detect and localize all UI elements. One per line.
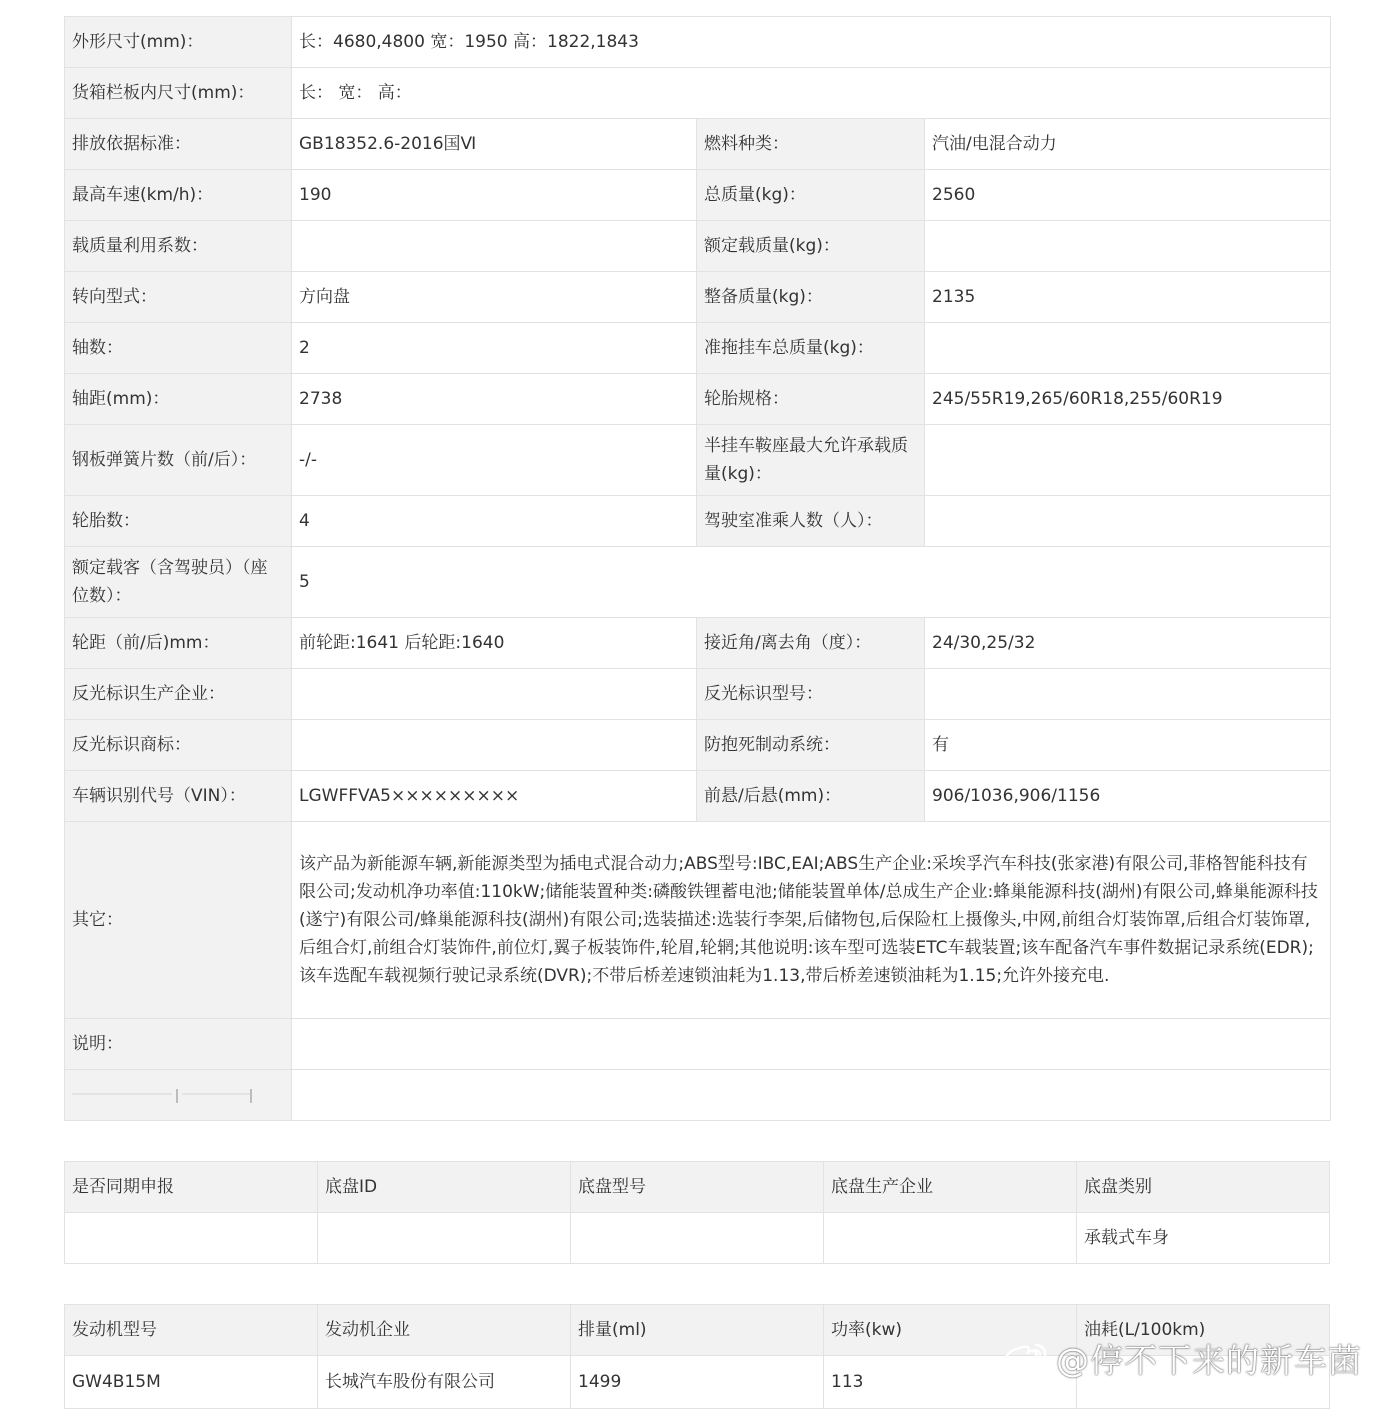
- rated-load-value: [925, 221, 1331, 272]
- curb-mass-value: 2135: [925, 272, 1331, 323]
- leaf-springs-label: 钢板弹簧片数（前/后）：: [65, 425, 292, 496]
- redacted-text: [72, 1085, 252, 1105]
- total-mass-label: 总质量(kg)：: [697, 170, 925, 221]
- table-cell: 长城汽车股份有限公司: [318, 1356, 571, 1409]
- weibo-logo-icon: [1000, 1338, 1050, 1378]
- max-speed-label: 最高车速(km/h)：: [65, 170, 292, 221]
- other-label: 其它：: [65, 822, 292, 1019]
- table-cell: [571, 1213, 824, 1264]
- table-cell: 1499: [571, 1356, 824, 1409]
- column-header: 发动机型号: [65, 1305, 318, 1356]
- abs-value: 有: [925, 720, 1331, 771]
- table-cell: [824, 1213, 1077, 1264]
- table-cell: 承载式车身: [1077, 1213, 1330, 1264]
- spec-row: [65, 68, 1331, 119]
- steering-label: 转向型式：: [65, 272, 292, 323]
- leaf-springs-value: -/-: [292, 425, 697, 496]
- overall-size-label: 外形尺寸(mm)：: [65, 17, 292, 68]
- column-header: 底盘型号: [571, 1162, 824, 1213]
- reflect-brand-label: 反光标识商标：: [65, 720, 292, 771]
- column-header: 功率(kw): [824, 1305, 1077, 1356]
- spec-row: [65, 822, 1331, 1019]
- emission-std-label: 排放依据标准：: [65, 119, 292, 170]
- tire-count-value: 4: [292, 496, 697, 547]
- spec-row: [65, 221, 1331, 272]
- spec-row: [65, 771, 1331, 822]
- spec-row: [65, 496, 1331, 547]
- spec-row: [65, 1070, 1331, 1121]
- axles-label: 轴数：: [65, 323, 292, 374]
- cargo-size-label: 货箱栏板内尺寸(mm)：: [65, 68, 292, 119]
- remark-value: [292, 1019, 1331, 1070]
- abs-label: 防抱死制动系统：: [697, 720, 925, 771]
- load-util-value: [292, 221, 697, 272]
- reflect-maker-label: 反光标识生产企业：: [65, 669, 292, 720]
- steering-value: 方向盘: [292, 272, 697, 323]
- column-header: 底盘类别: [1077, 1162, 1330, 1213]
- spec-row: [65, 272, 1331, 323]
- column-header: 发动机企业: [318, 1305, 571, 1356]
- reflect-brand-value: [292, 720, 697, 771]
- max-speed-value: 190: [292, 170, 697, 221]
- rated-load-label: 额定载质量(kg)：: [697, 221, 925, 272]
- load-util-label: 载质量利用系数：: [65, 221, 292, 272]
- spec-table: [64, 16, 1331, 1121]
- wheelbase-label: 轴距(mm)：: [65, 374, 292, 425]
- total-mass-value: 2560: [925, 170, 1331, 221]
- overhang-label: 前悬/后悬(mm)：: [697, 771, 925, 822]
- watermark: [1000, 1334, 1362, 1382]
- chassis-table: [64, 1161, 1330, 1264]
- spec-row: [65, 119, 1331, 170]
- trailer-mass-value: [925, 323, 1331, 374]
- other-value: 该产品为新能源车辆,新能源类型为插电式混合动力;ABS型号:IBC,EAI;ABS生产企业:采埃孚汽车科技(张家港)有限公司,菲格智能科技有限公司;发动机净功率值:110kW;储能装置种类:磷酸铁锂蓄电池;储能装置单体/总成生产企业:蜂巢能源科技(湖州)有限公司,蜂巢能源科技(遂宁)有限公司/蜂巢能源科技(湖州)有限公司;选装描述:选装行李架,后储物包,后保险杠上摄像头,中网,前组合灯装饰罩,后组合灯装饰罩,后组合灯,前组合灯装饰件,前位灯,翼子板装饰件,轮眉,轮辋;其他说明:该车型可选装ETC车载装置;该车配备汽车事件数据记录系统(EDR);该车选配车载视频行驶记录系统(DVR);不带后桥差速锁油耗为1.13,带后桥差速锁油耗为1.15;允许外接充电.: [292, 822, 1331, 1019]
- spec-row: [65, 170, 1331, 221]
- angles-value: 24/30,25/32: [925, 618, 1331, 669]
- saddle-mass-value: [925, 425, 1331, 496]
- vehicle-spec-page: [64, 16, 1330, 1409]
- spec-row: [65, 669, 1331, 720]
- watermark-text: @停不下来的新车菌: [1056, 1340, 1362, 1380]
- table-cell: 113: [824, 1356, 1077, 1409]
- wheelbase-value: 2738: [292, 374, 697, 425]
- fuel-type-label: 燃料种类：: [697, 119, 925, 170]
- column-header: 底盘ID: [318, 1162, 571, 1213]
- redacted-label: [65, 1070, 292, 1121]
- overhang-value: 906/1036,906/1156: [925, 771, 1331, 822]
- reflect-maker-value: [292, 669, 697, 720]
- tire-spec-label: 轮胎规格：: [697, 374, 925, 425]
- cab-passengers-value: [925, 496, 1331, 547]
- reflect-model-label: 反光标识型号：: [697, 669, 925, 720]
- trailer-mass-label: 准拖挂车总质量(kg)：: [697, 323, 925, 374]
- cab-passengers-label: 驾驶室准乘人数（人）：: [697, 496, 925, 547]
- fuel-type-value: 汽油/电混合动力: [925, 119, 1331, 170]
- table-cell: [318, 1213, 571, 1264]
- angles-label: 接近角/离去角（度）：: [697, 618, 925, 669]
- axles-value: 2: [292, 323, 697, 374]
- emission-std-value: GB18352.6-2016国Ⅵ: [292, 119, 697, 170]
- table-cell: GW4B15M: [65, 1356, 318, 1409]
- chassis-header-row: [65, 1162, 1330, 1213]
- redacted-value: [292, 1070, 1331, 1121]
- column-header: 是否同期申报: [65, 1162, 318, 1213]
- spec-row: [65, 17, 1331, 68]
- track-label: 轮距（前/后)mm：: [65, 618, 292, 669]
- spec-row: [65, 374, 1331, 425]
- rated-passengers-label: 额定载客（含驾驶员）（座位数）：: [65, 547, 292, 618]
- overall-size-value: 长：4680,4800 宽：1950 高：1822,1843: [292, 17, 1331, 68]
- spec-row: [65, 323, 1331, 374]
- track-value: 前轮距:1641 后轮距:1640: [292, 618, 697, 669]
- column-header: 底盘生产企业: [824, 1162, 1077, 1213]
- spec-row: [65, 1019, 1331, 1070]
- tire-count-label: 轮胎数：: [65, 496, 292, 547]
- remark-label: 说明：: [65, 1019, 292, 1070]
- spec-row: [65, 720, 1331, 771]
- reflect-model-value: [925, 669, 1331, 720]
- spec-row: [65, 425, 1331, 496]
- cargo-size-value: 长： 宽： 高：: [292, 68, 1331, 119]
- column-header: 排量(ml): [571, 1305, 824, 1356]
- spec-row: [65, 547, 1331, 618]
- curb-mass-label: 整备质量(kg)：: [697, 272, 925, 323]
- table-cell: [65, 1213, 318, 1264]
- spec-row: [65, 618, 1331, 669]
- table-row: [65, 1213, 1330, 1264]
- rated-passengers-value: 5: [292, 547, 1331, 618]
- column-header: 油耗(L/100km): [1077, 1305, 1330, 1356]
- vin-value: LGWFFVA5×××××××××: [292, 771, 697, 822]
- vin-label: 车辆识别代号（VIN）：: [65, 771, 292, 822]
- saddle-mass-label: 半挂车鞍座最大允许承载质量(kg)：: [697, 425, 925, 496]
- tire-spec-value: 245/55R19,265/60R18,255/60R19: [925, 374, 1331, 425]
